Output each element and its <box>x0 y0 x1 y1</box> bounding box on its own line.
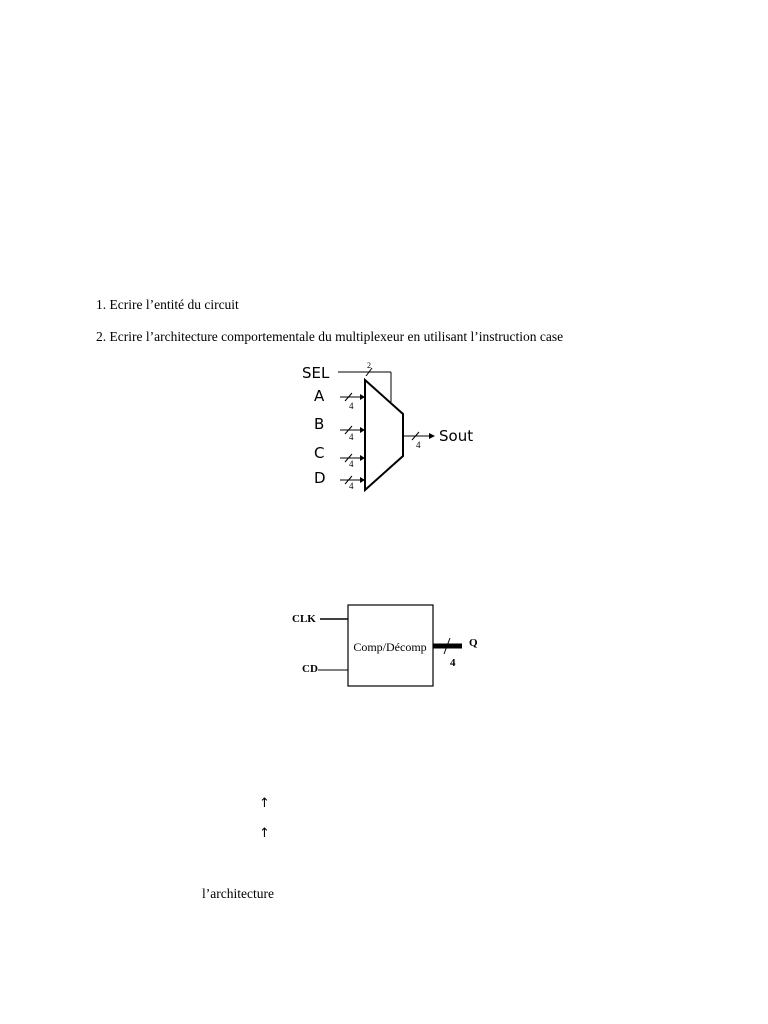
input-d-label: D <box>314 469 326 487</box>
input-a-label: A <box>314 387 325 405</box>
input-a-width: 4 <box>349 401 354 411</box>
input-d-width: 4 <box>349 481 354 491</box>
sel-width-label: 2 <box>367 361 371 370</box>
input-c-label: C <box>314 444 325 462</box>
up-arrow-icon: ↑ <box>259 826 270 841</box>
input-b-label: B <box>314 415 325 433</box>
question-2: 2. Ecrire l’architecture comportementale du multiplexeur en utilisant l’instruction case <box>96 329 564 344</box>
sel-label: SEL <box>302 364 330 382</box>
output-width: 4 <box>416 440 421 450</box>
question-1: 1. Ecrire l’entité du circuit <box>96 297 239 312</box>
counter-block-label: Comp/Décomp <box>353 640 427 654</box>
output-label: Sout <box>439 427 474 445</box>
input-b-width: 4 <box>349 432 354 442</box>
clk-label: CLK <box>292 613 316 625</box>
text-fragment: l’architecture <box>202 886 274 901</box>
mux-body <box>365 380 403 490</box>
input-c-width: 4 <box>349 459 354 469</box>
q-label: Q <box>469 637 478 649</box>
mux-diagram <box>290 358 490 498</box>
cd-label: CD <box>302 663 318 675</box>
up-arrow-icon: ↑ <box>259 796 270 811</box>
q-width-label: 4 <box>450 657 456 669</box>
counter-diagram <box>288 600 488 692</box>
